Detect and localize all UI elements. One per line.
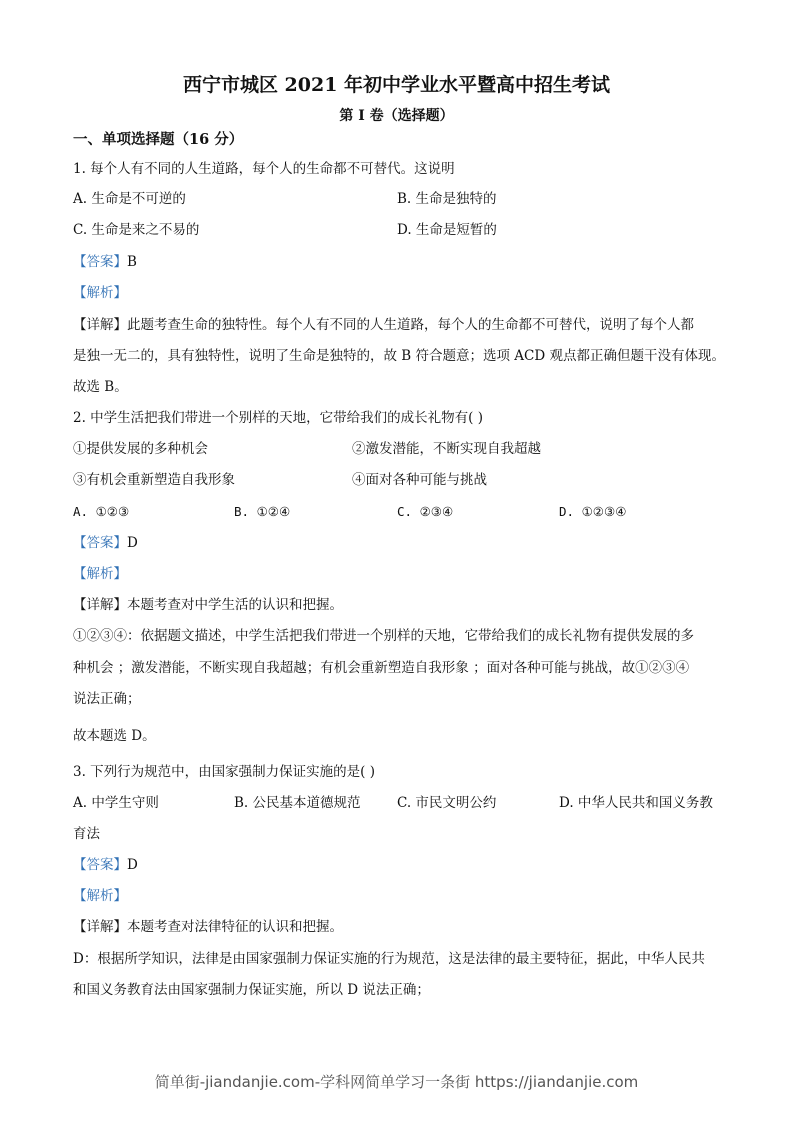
q1-detail-line: 故选 B。	[73, 379, 128, 395]
q3-detail-line: 【详解】本题考查对法律特征的认识和把握。	[73, 919, 343, 935]
q3-option-a: A. 中学生守则	[73, 795, 159, 811]
section-heading: 一、单项选择题（16 分）	[73, 131, 244, 148]
q1-option-a: A. 生命是不可逆的	[73, 191, 186, 207]
q2-statement-3: ③有机会重新塑造自我形象	[73, 472, 235, 488]
q1-detail-line: 【详解】此题考查生命的独特性。每个人有不同的人生道路，每个人的生命都不可替代，说明了每个人都	[73, 317, 694, 333]
q2-option-b: B. ①②④	[234, 504, 291, 519]
q3-answer	[73, 856, 138, 874]
q2-detail-line: 【详解】本题考查对中学生活的认识和把握。	[73, 597, 343, 613]
q2-stem: 2. 中学生活把我们带进一个别样的天地，它带给我们的成长礼物有( )	[73, 410, 483, 426]
q1-stem: 1. 每个人有不同的人生道路，每个人的生命都不可替代。这说明	[73, 161, 455, 177]
q1-answer	[73, 253, 137, 271]
exam-title: 西宁市城区 2021 年初中学业水平暨高中招生考试	[182, 74, 611, 96]
answer-value: B	[127, 254, 137, 270]
q3-option-d: D. 中华人民共和国义务教	[559, 795, 713, 811]
answer-label: 【答案】	[73, 254, 127, 270]
answer-value: D	[127, 535, 138, 551]
q2-statement-1: ①提供发展的多种机会	[73, 441, 208, 457]
q2-detail-line: 种机会 ；激发潜能，不断实现自我超越；有机会重新塑造自我形象 ；面对各种可能与挑战，故①②③④	[73, 660, 690, 676]
q2-detail-line: ①②③④：依据题文描述，中学生活把我们带进一个别样的天地，它带给我们的成长礼物有提供发展的多	[73, 628, 694, 644]
q2-analysis-label: 【解析】	[73, 566, 127, 582]
answer-value: D	[127, 857, 138, 873]
q2-answer	[73, 534, 138, 552]
footer-watermark: 简单街-jiandanjie.com-学科网简单学习一条街 https://jiandanjie.com	[154, 1073, 639, 1091]
q2-detail-line: 说法正确；	[73, 691, 141, 707]
q2-detail-line: 故本题选 D。	[73, 728, 156, 744]
q2-option-d: D. ①②③④	[559, 504, 627, 519]
answer-label: 【答案】	[73, 857, 127, 873]
answer-label: 【答案】	[73, 535, 127, 551]
q3-detail-line: D：根据所学知识，法律是由国家强制力保证实施的行为规范，这是法律的最主要特征，据此，中华人民共	[73, 951, 705, 967]
q2-statement-4: ④面对各种可能与挑战	[352, 472, 487, 488]
q2-option-c: C. ②③④	[397, 504, 454, 519]
q1-option-b: B. 生命是独特的	[397, 191, 497, 207]
exam-subtitle: 第 I 卷（选择题）	[339, 108, 454, 124]
q1-option-c: C. 生命是来之不易的	[73, 222, 200, 238]
q3-option-c: C. 市民文明公约	[397, 795, 497, 811]
q3-detail-line: 和国义务教育法由国家强制力保证实施，所以 D 说法正确；	[73, 982, 430, 998]
q3-analysis-label: 【解析】	[73, 888, 127, 904]
q1-option-d: D. 生命是短暂的	[397, 222, 497, 238]
q3-option-d-wrap: 育法	[73, 826, 100, 842]
q2-option-a: A. ①②③	[73, 504, 130, 519]
q1-detail-line: 是独一无二的，具有独特性，说明了生命是独特的，故 B 符合题意；选项 ACD 观点都正确但题干没有体现。	[73, 348, 725, 364]
q3-stem: 3. 下列行为规范中，由国家强制力保证实施的是( )	[73, 764, 375, 780]
q1-analysis-label: 【解析】	[73, 285, 127, 301]
q2-statement-2: ②激发潜能，不断实现自我超越	[352, 441, 541, 457]
q3-option-b: B. 公民基本道德规范	[234, 795, 361, 811]
